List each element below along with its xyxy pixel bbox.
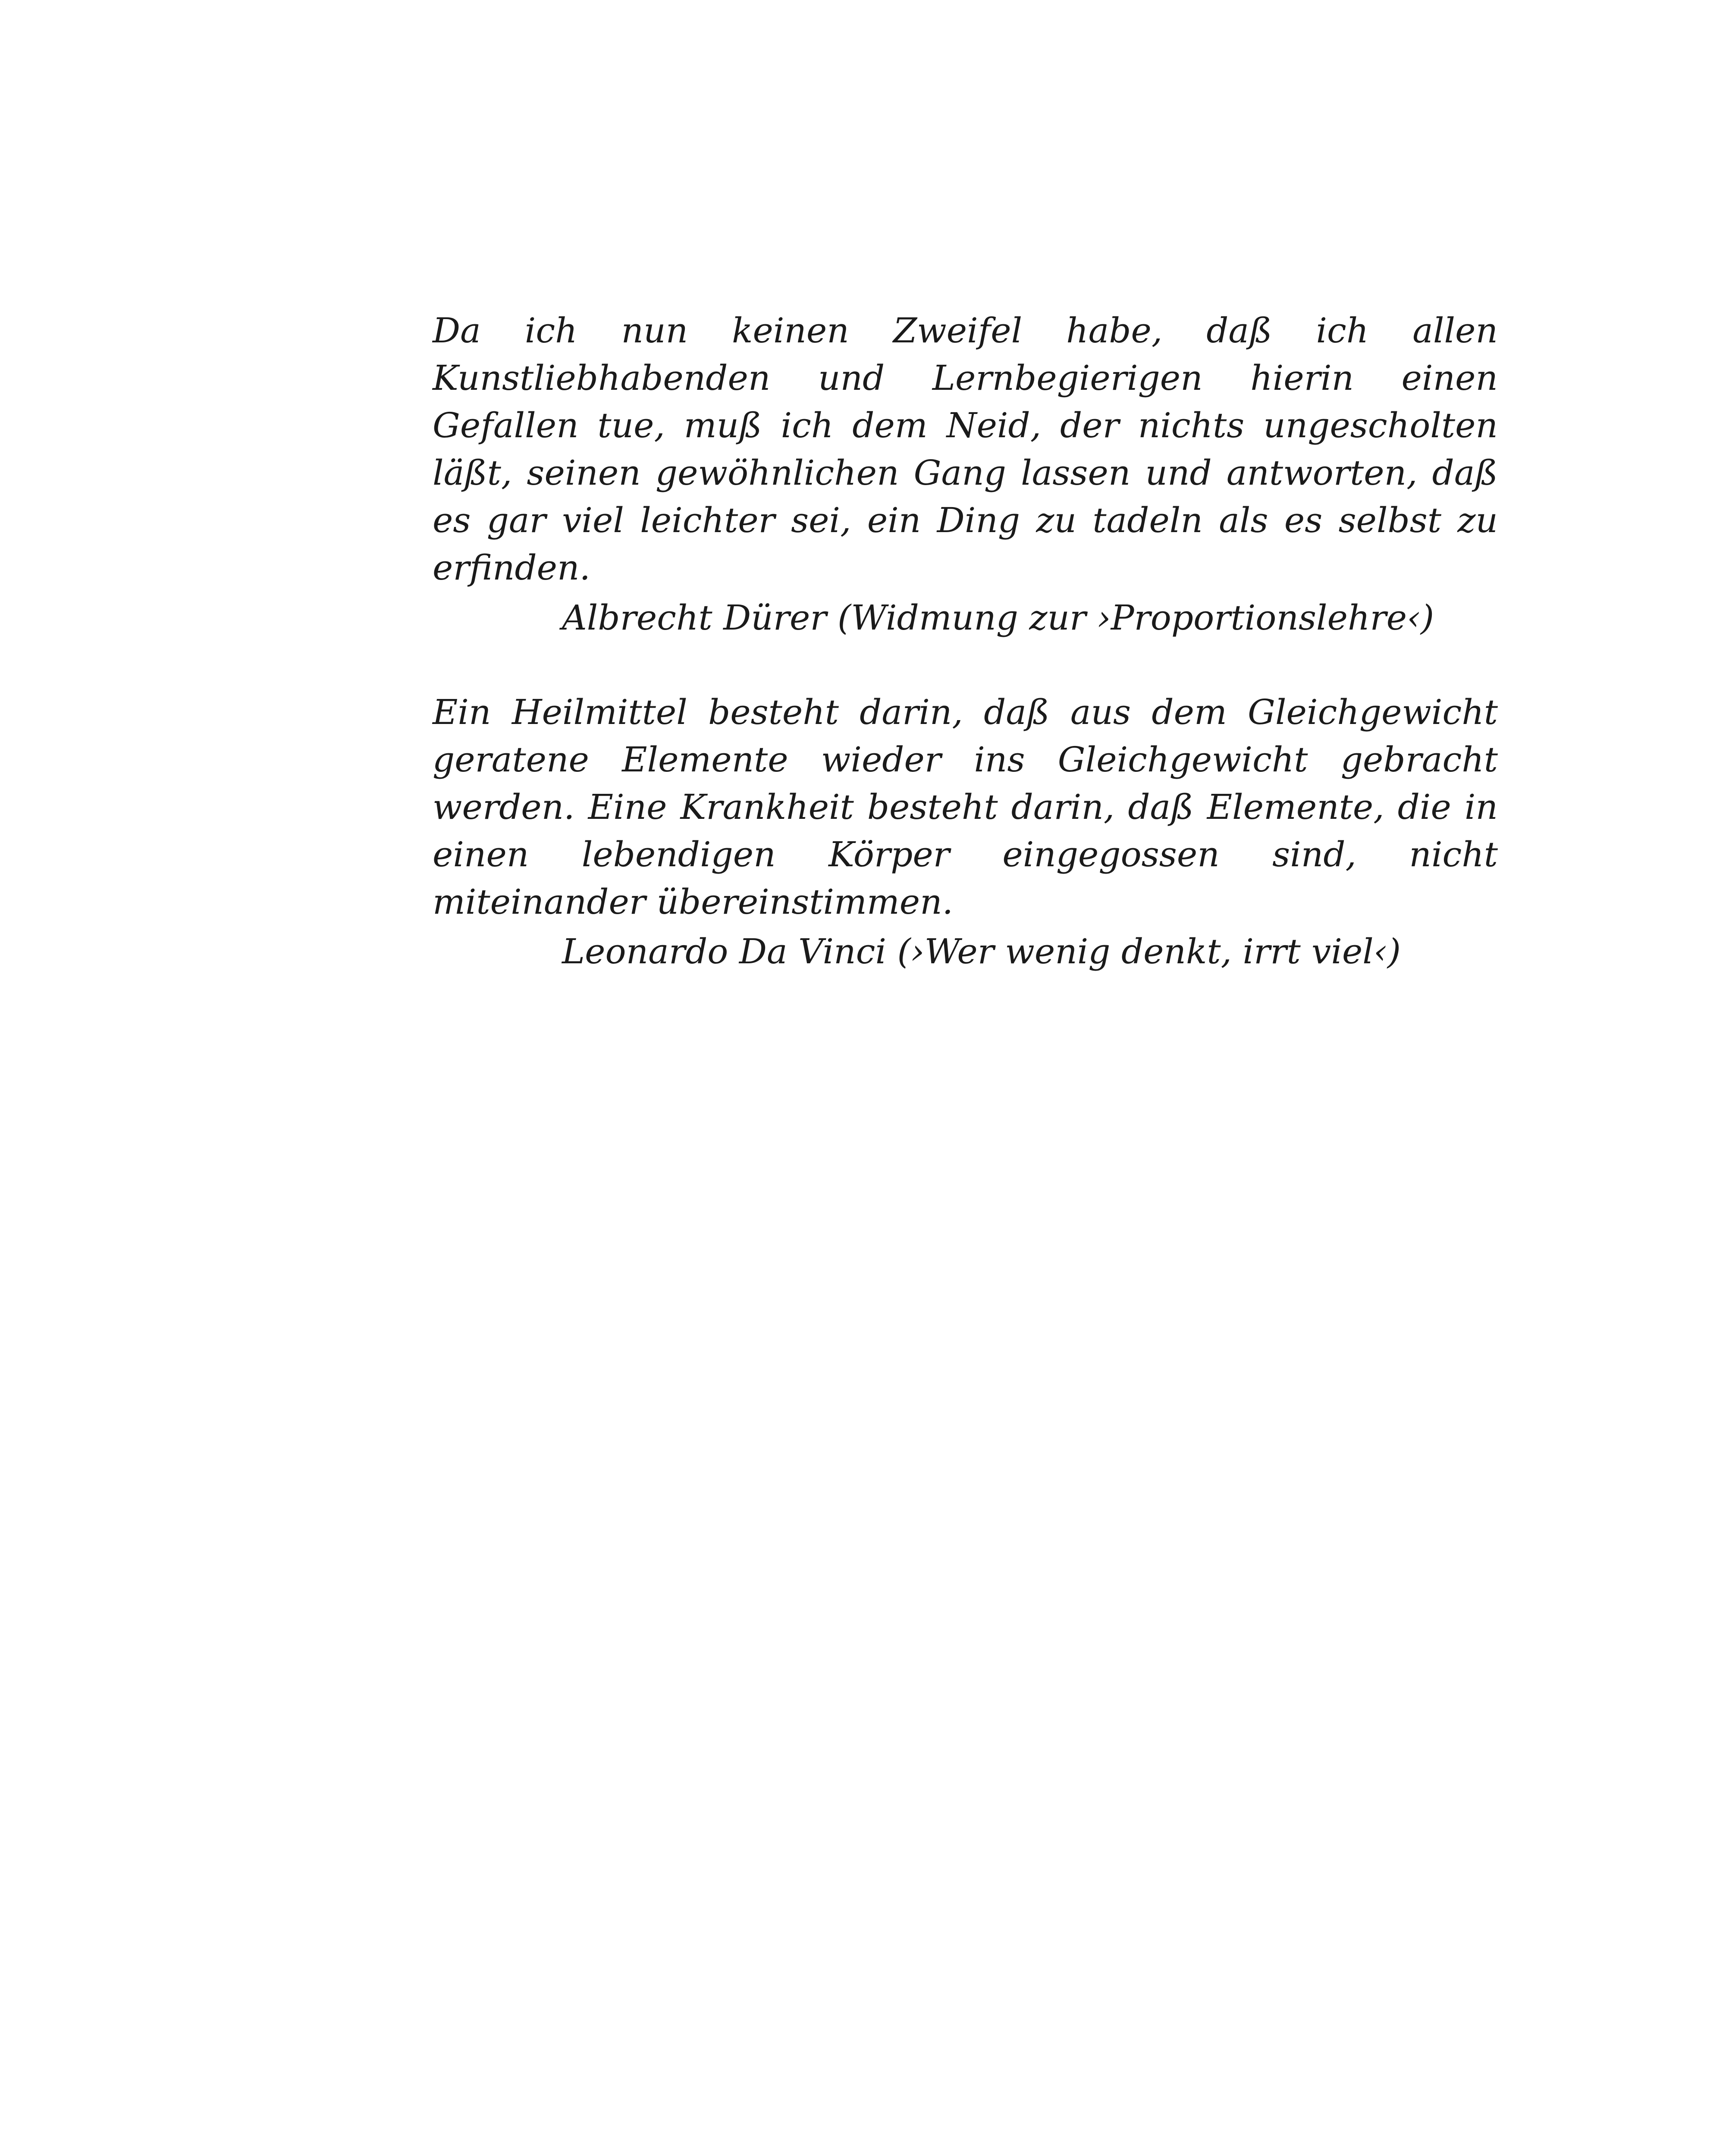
epigraph-attribution-durer: Albrecht Dürer (Widmung zur ›Proportionslehre‹) (562, 598, 1434, 638)
epigraph-attribution-da-vinci: Leonardo Da Vinci (›Wer wenig denkt, irrt viel‹) (562, 931, 1401, 971)
epigraph-quote-durer: Da ich nun keinen Zweifel habe, daß ich allen Kunstliebhabenden und Lernbegierigen hierin einen Gefallen tue, muß ich dem Neid, der nichts ungescholten läßt, seinen gewöhnlichen Gang lassen und antworten, daß es gar viel leichter sei, ein Ding zu tadeln als es selbst zu erfinden. (433, 310, 1498, 588)
epigraph-quote-da-vinci: Ein Heilmittel besteht darin, daß aus dem Gleichgewicht geratene Elemente wieder ins Gleichgewicht gebracht werden. Eine Krankheit besteht darin, daß Elemente, die in einen lebendigen Körper eingegossen sind, nicht miteinander übereinstimmen. (433, 692, 1498, 922)
